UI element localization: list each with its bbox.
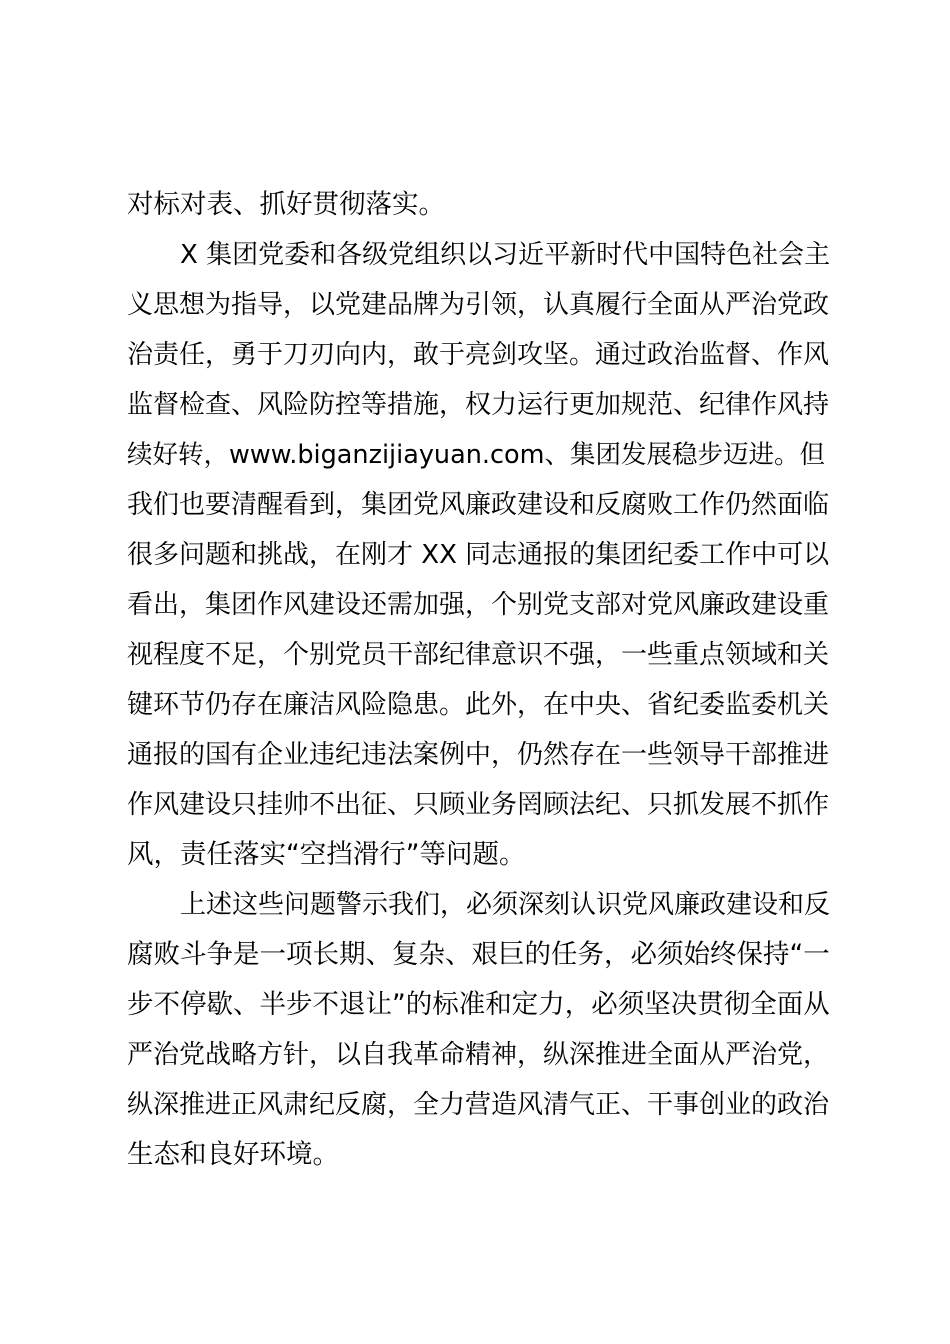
paragraph-3-line-2: 腐败斗争是一项长期、复杂、艰巨的任务，必须始终保持“一 [127, 939, 830, 970]
paragraph-3-line-4: 严治党战略方针，以自我革命精神，纵深推进全面从严治党， [127, 1040, 830, 1070]
paragraph-2-line-12: 作风建设只挂帅不出征、只顾业务罔顾法纪、只抓发展不抓作 [127, 790, 830, 820]
paragraph-2-line-11: 通报的国有企业违纪违法案例中，仍然存在一些领导干部推进 [127, 740, 830, 770]
paragraph-2-line-5: 续好转，www.biganzijiayuan.com、集团发展稳步迈进。但 [127, 440, 825, 470]
paragraph-2-line-9: 视程度不足，个别党员干部纪律意识不强，一些重点领域和关 [127, 640, 830, 670]
paragraph-2-line-1: X 集团党委和各级党组织以习近平新时代中国特色社会主 [180, 240, 831, 270]
paragraph-2-line-2: 义思想为指导，以党建品牌为引领，认真履行全面从严治党政 [127, 290, 830, 320]
paragraph-2-line-8: 看出，集团作风建设还需加强，个别党支部对党风廉政建设重 [127, 590, 830, 620]
paragraph-1-line-1: 对标对表、抓好贯彻落实。 [127, 189, 445, 220]
paragraph-2-line-3: 治责任，勇于刀刃向内，敢于亮剑攻坚。通过政治监督、作风 [127, 340, 830, 370]
paragraph-3-line-6: 生态和良好环境。 [127, 1139, 339, 1170]
paragraph-2-line-4: 监督检查、风险防控等措施，权力运行更加规范、纪律作风持 [127, 390, 830, 420]
paragraph-2-line-6: 我们也要清醒看到，集团党风廉政建设和反腐败工作仍然面临 [127, 490, 830, 520]
paragraph-2-line-13: 风，责任落实“空挡滑行”等问题。 [127, 839, 526, 870]
paragraph-3-line-5: 纵深推进正风肃纪反腐，全力营造风清气正、干事创业的政治 [127, 1090, 830, 1120]
paragraph-2-line-7: 很多问题和挑战，在刚才 XX 同志通报的集团纪委工作中可以 [127, 540, 830, 570]
paragraph-3-line-1: 上述这些问题警示我们，必须深刻认识党风廉政建设和反 [180, 890, 831, 920]
paragraph-2-line-10: 键环节仍存在廉洁风险隐患。此外，在中央、省纪委监委机关 [127, 690, 830, 720]
paragraph-3-line-3: 步不停歇、半步不退让”的标准和定力，必须坚决贯彻全面从 [127, 989, 830, 1020]
